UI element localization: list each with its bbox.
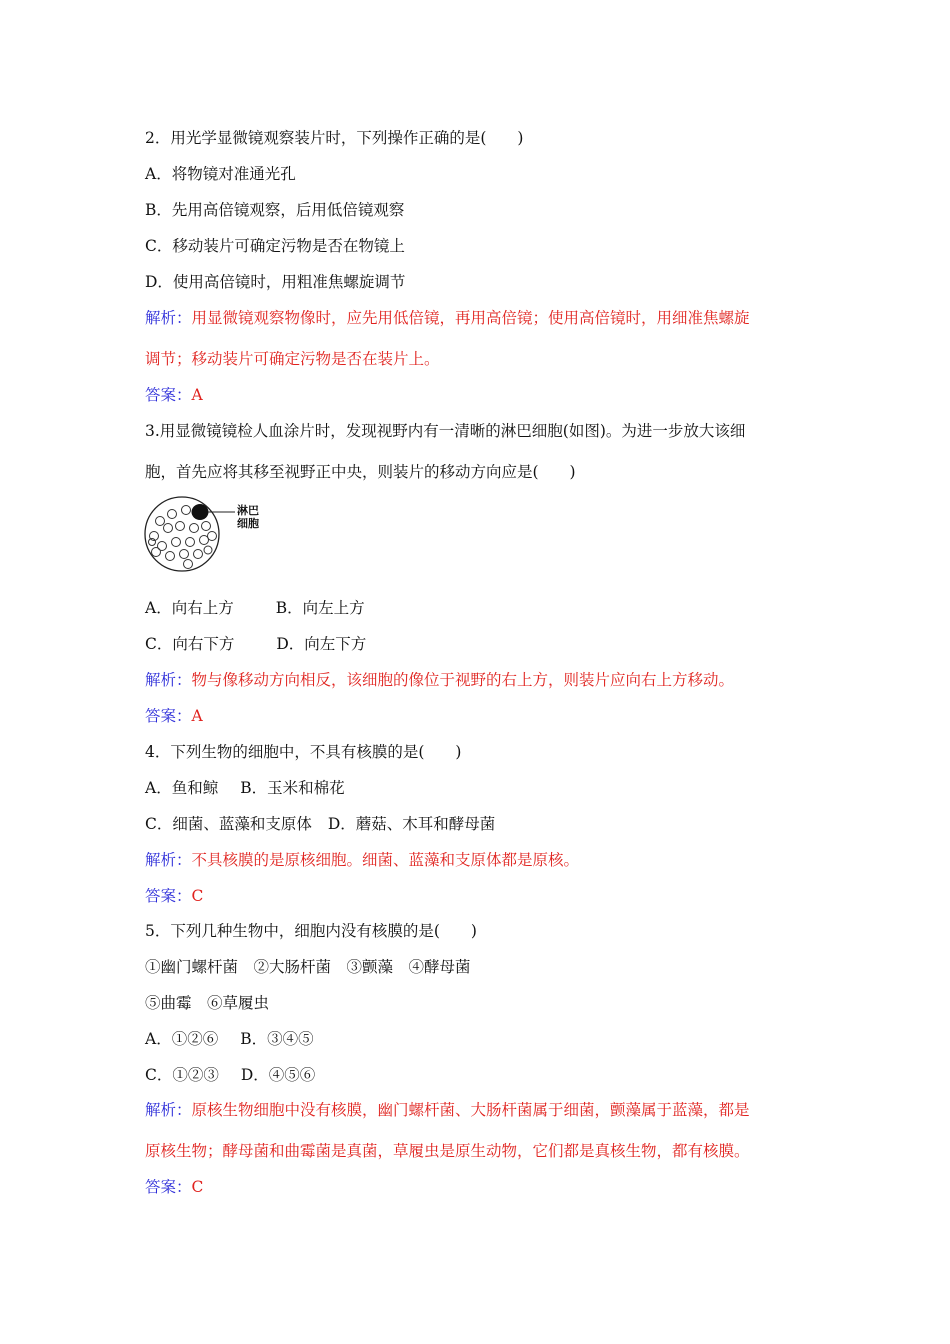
analysis-label: 解析： xyxy=(145,309,192,327)
q4-options-row1 xyxy=(145,778,345,798)
q2-option-c: C．移动装片可确定污物是否在物镜上 xyxy=(145,237,405,255)
lymphocyte xyxy=(192,504,209,520)
answer-label: 答案： xyxy=(145,707,192,725)
q5-items-line2: ⑤曲霉 ⑥草履虫 xyxy=(145,994,270,1012)
analysis-text: 原核生物细胞中没有核膜，幽门螺杆菌、大肠杆菌属于细菌，颤藻属于蓝藻，都是 xyxy=(191,1101,750,1119)
q3-options-row2 xyxy=(145,634,366,654)
q4-stem: 4．下列生物的细胞中，不具有核膜的是( ) xyxy=(145,743,462,761)
analysis-text: 物与像移动方向相反，该细胞的像位于视野的右上方，则装片应向右上方移动。 xyxy=(191,671,735,689)
q5-stem: 5．下列几种生物中，细胞内没有核膜的是( ) xyxy=(145,922,477,940)
analysis-label: 解析： xyxy=(145,851,192,869)
q3-option-a: A．向右上方 xyxy=(145,599,234,617)
q2-option-d: D．使用高倍镜时，用粗准焦螺旋调节 xyxy=(145,273,406,291)
q4-answer xyxy=(145,886,203,906)
q3-stem-line1: 3.用显微镜镜检人血涂片时，发现视野内有一清晰的淋巴细胞(如图)。为进一步放大该细 xyxy=(145,422,746,440)
q3-analysis xyxy=(145,670,734,690)
q2-analysis xyxy=(145,308,750,328)
q2-option-b: B．先用高倍镜观察，后用低倍镜观察 xyxy=(145,201,405,219)
q5-items-line1: ①幽门螺杆菌 ②大肠杆菌 ③颤藻 ④酵母菌 xyxy=(145,958,471,976)
answer-value: C xyxy=(191,1178,204,1196)
answer-value: C xyxy=(191,887,204,905)
q4-option-d: D．蘑菇、木耳和酵母菌 xyxy=(327,815,496,833)
figure-label-line1: 淋巴 xyxy=(237,504,259,517)
q3-option-b: B．向左上方 xyxy=(275,599,365,617)
q5-answer xyxy=(145,1177,203,1197)
q3-answer xyxy=(145,706,203,726)
q3-stem-line2: 胞，首先应将其移至视野正中央，则装片的移动方向应是( ) xyxy=(145,463,576,481)
answer-label: 答案： xyxy=(145,386,192,404)
answer-label: 答案： xyxy=(145,887,192,905)
q5-option-b: B．③④⑤ xyxy=(240,1030,314,1048)
answer-label: 答案： xyxy=(145,1178,192,1196)
answer-value: A xyxy=(191,386,203,404)
q5-option-c: C．①②③ xyxy=(145,1066,219,1084)
analysis-text: 不具核膜的是原核细胞。细菌、蓝藻和支原体都是原核。 xyxy=(191,851,580,869)
q2-analysis-cont: 调节；移动装片可确定污物是否在装片上。 xyxy=(145,350,440,368)
analysis-label: 解析： xyxy=(145,1101,192,1119)
q5-option-d: D．④⑤⑥ xyxy=(240,1066,316,1084)
q4-analysis xyxy=(145,850,579,870)
q4-option-b: B．玉米和棉花 xyxy=(240,779,345,797)
q5-options-row2 xyxy=(145,1065,315,1085)
q3-options-row1 xyxy=(145,598,365,618)
q5-option-a: A．①②⑥ xyxy=(145,1030,219,1048)
q4-option-c: C．细菌、蓝藻和支原体 xyxy=(145,815,312,833)
q5-analysis-cont: 原核生物；酵母菌和曲霉菌是真菌，草履虫是原生动物，它们都是真核生物，都有核膜。 xyxy=(145,1142,750,1160)
answer-value: A xyxy=(191,707,203,725)
q2-stem: 2．用光学显微镜观察装片时，下列操作正确的是( ) xyxy=(145,129,524,147)
q3-option-d: D．向左下方 xyxy=(276,635,367,653)
q3-option-c: C．向右下方 xyxy=(145,635,235,653)
microscope-field-figure xyxy=(142,496,272,576)
q5-options-row1 xyxy=(145,1029,314,1049)
q4-options-row2 xyxy=(145,814,495,834)
q4-option-a: A．鱼和鲸 xyxy=(145,779,219,797)
q2-answer xyxy=(145,385,203,405)
analysis-label: 解析： xyxy=(145,671,192,689)
figure-label-line2: 细胞 xyxy=(237,517,259,530)
q2-option-a: A．将物镜对准通光孔 xyxy=(145,165,296,183)
analysis-text: 用显微镜观察物像时，应先用低倍镜，再用高倍镜；使用高倍镜时，用细准焦螺旋 xyxy=(191,309,750,327)
q5-analysis xyxy=(145,1100,750,1120)
